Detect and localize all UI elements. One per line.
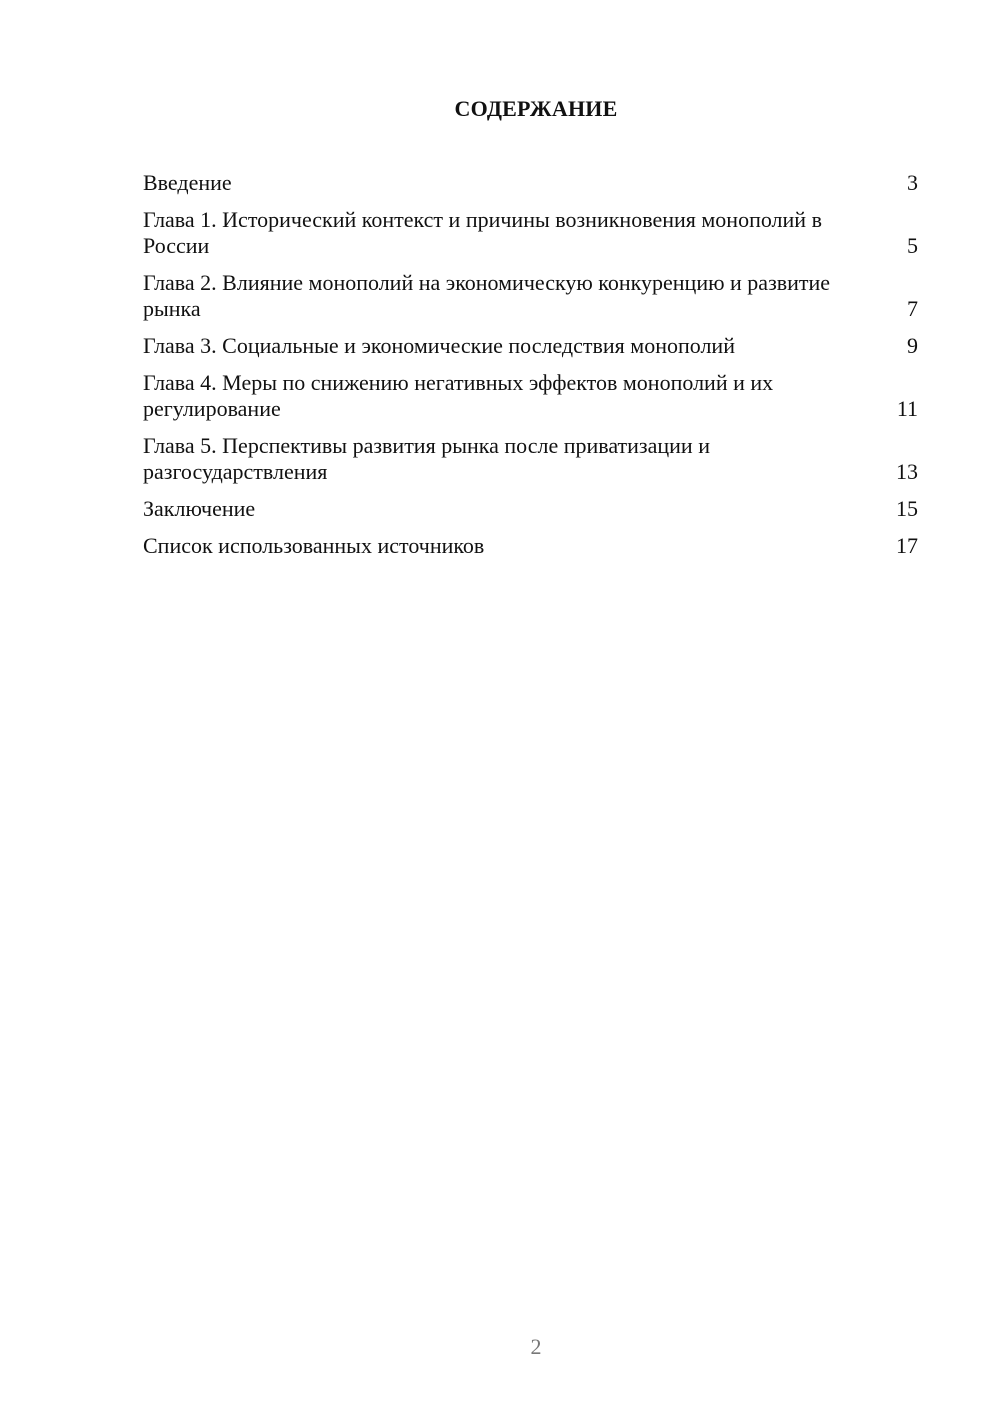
toc-entry-chapter-1[interactable] xyxy=(143,207,918,259)
toc-entry-page: 5 xyxy=(907,233,918,258)
toc-entry-page: 9 xyxy=(907,333,918,358)
toc-entry-page: 13 xyxy=(896,459,918,484)
toc-entry-chapter-5[interactable] xyxy=(143,433,918,485)
toc-entry-conclusion[interactable] xyxy=(143,496,918,522)
page-number: 2 xyxy=(530,1334,542,1359)
toc-entry-label: Глава 1. Исторический контекст и причины возникновения монополий в России xyxy=(143,207,822,258)
toc-title: СОДЕРЖАНИЕ xyxy=(454,96,618,121)
toc-entry-label: Заключение xyxy=(143,496,256,521)
toc-entry-references[interactable] xyxy=(143,533,918,559)
toc-entry-introduction[interactable] xyxy=(143,170,918,196)
toc-entry-label: Список использованных источников xyxy=(143,533,485,558)
toc-entry-page: 3 xyxy=(907,170,918,195)
toc-entry-page: 17 xyxy=(896,533,918,558)
toc-entry-label: Глава 3. Социальные и экономические последствия монополий xyxy=(143,333,735,358)
toc-entry-page: 7 xyxy=(907,296,918,321)
toc-entry-label: Введение xyxy=(143,170,232,195)
toc-entry-chapter-4[interactable] xyxy=(143,370,918,422)
toc-entry-label: Глава 5. Перспективы развития рынка после приватизации и разгосударствления xyxy=(143,433,710,484)
toc-entry-page: 15 xyxy=(896,496,918,521)
toc-entry-chapter-3[interactable] xyxy=(143,333,918,359)
toc-entry-label: Глава 2. Влияние монополий на экономическую конкуренцию и развитие рынка xyxy=(143,270,831,321)
toc-list xyxy=(143,170,918,570)
toc-entry-chapter-2[interactable] xyxy=(143,270,918,322)
toc-entry-page: 11 xyxy=(896,396,918,421)
toc-entry-label: Глава 4. Меры по снижению негативных эффектов монополий и их регулирование xyxy=(143,370,774,421)
